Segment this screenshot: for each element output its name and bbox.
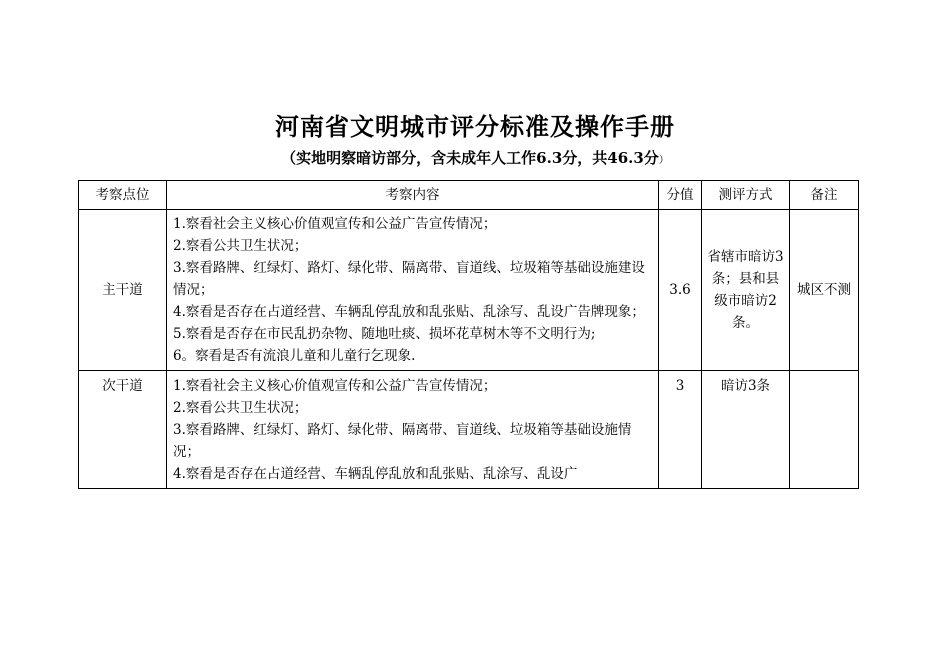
subtitle-text: （实地明察暗访部分，含未成年人工作6.3分，共46.3分: [281, 149, 659, 167]
cell-method: 省辖市暗访3条；县和县级市暗访2条。: [702, 210, 790, 371]
document-subtitle: [0, 147, 950, 172]
subtitle-close-paren: ）: [658, 155, 669, 166]
table-row: [79, 371, 859, 489]
content-item: 3.察看路牌、红绿灯、路灯、绿化带、隔离带、盲道线、垃圾箱等基础设施建设情况；: [173, 260, 645, 298]
content-item: 2.察看公共卫生状况；: [173, 400, 308, 416]
header-location: 考察点位: [79, 181, 167, 210]
header-method: 测评方式: [702, 181, 790, 210]
cell-note: 城区不测: [790, 210, 859, 371]
content-item: 6。察看是否有流浪儿童和儿童行乞现象.: [173, 348, 416, 364]
cell-method: 暗访3条: [702, 371, 790, 489]
document-title: 河南省文明城市评分标准及操作手册: [275, 112, 675, 141]
content-item: 5.察看是否存在市民乱扔杂物、随地吐痰、损坏花草树木等不文明行为;: [173, 326, 596, 342]
cell-location: 主干道: [79, 210, 167, 371]
content-item: 1.察看社会主义核心价值观宣传和公益广告宣传情况；: [173, 378, 497, 394]
evaluation-table: [78, 180, 859, 489]
cell-score: 3: [659, 371, 702, 489]
content-item: 3.察看路牌、红绿灯、路灯、绿化带、隔离带、盲道线、垃圾箱等基础设施情况；: [173, 422, 632, 460]
cell-content: [167, 210, 659, 371]
header-score: 分值: [659, 181, 702, 210]
content-item: 2.察看公共卫生状况；: [173, 238, 308, 254]
content-item: 1.察看社会主义核心价值观宣传和公益广告宣传情况；: [173, 216, 497, 232]
cell-note: [790, 371, 859, 489]
table-header-row: [79, 181, 859, 210]
header-note: 备注: [790, 181, 859, 210]
header-content: 考察内容: [167, 181, 659, 210]
content-item: 4.察看是否存在占道经营、车辆乱停乱放和乱张贴、乱涂写、乱设广: [173, 466, 578, 482]
cell-location: 次干道: [79, 371, 167, 489]
table-row: [79, 210, 859, 371]
content-item: 4.察看是否存在占道经营、车辆乱停乱放和乱张贴、乱涂写、乱设广告牌现象；: [173, 304, 645, 320]
cell-score: 3.6: [659, 210, 702, 371]
cell-content: [167, 371, 659, 489]
